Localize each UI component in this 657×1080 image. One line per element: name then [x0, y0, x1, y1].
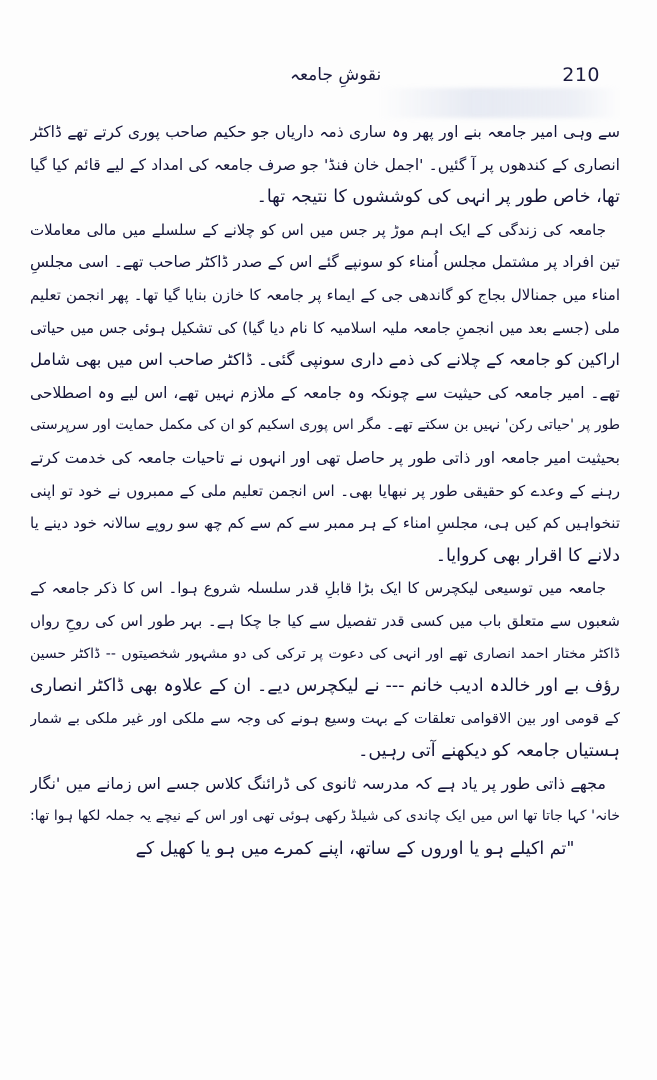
text-line: سے وہی امیر جامعہ بنے اور پھر وہ ساری ذمہ داریاں جو حکیم صاحب پوری کرتے تھے ڈاکٹر	[30, 123, 620, 141]
text-line: جامعہ میں توسیعی لیکچرس کا ایک بڑا قابلِ قدر سلسلہ شروع ہوا۔ اس کا ذکر جامعہ کے	[30, 579, 606, 598]
text-line: مجھے ذاتی طور پر یاد ہے کہ مدرسہ ثانوی کی ڈرائنگ کلاس جسے اس زمانے میں 'نگار	[30, 773, 606, 793]
text-line: رؤف بے اور خالدہ ادیب خانم --- نے لیکچرس دیے۔ ان کے علاوہ بھی ڈاکٹر انصاری	[30, 676, 620, 697]
running-title: نقوشِ جامعہ	[290, 65, 382, 85]
text-line: رہنے کے وعدے کو حقیقی طور پر نبھایا بھی۔ اس انجمن تعلیم ملی کے ممبروں نے خود تو اپنی	[30, 481, 620, 500]
text-line: طور پر 'حیاتی رکن' نہیں بن سکتے تھے۔ مگر اس پوری اسکیم کو ان کی مکمل حمایت اور سرپرستی	[30, 417, 620, 434]
text-line: بحیثیت امیر جامعہ اور ذاتی طور پر حاصل تھی اور انہوں نے تاحیات جامعہ کی خدمت کرتے	[30, 448, 620, 467]
text-line: انصاری کے کندھوں پر آ گئیں۔ 'اجمل خان فنڈ' جو صرف جامعہ کی امداد کے لیے قائم کیا گیا	[30, 155, 620, 174]
text-line: تھے۔ امیر جامعہ کی حیثیت سے چونکہ وہ جامعہ کے ملازم نہیں تھے، اس لیے وہ اصطلاحی	[30, 383, 620, 402]
body-text	[30, 116, 620, 866]
text-line: خانہ' کہا جاتا تھا اس میں ایک چاندی کی شیلڈ رکھی ہوئی تھی اور اس کے نیچے یہ جملہ لکھا ہوا تھا:	[30, 808, 620, 825]
text-line: کے قومی اور بین الاقوامی تعلقات کے بہت وسیع ہونے کی وجہ سے ملکی اور غیر ملکی بے شمار	[30, 710, 620, 727]
page-number: 210	[562, 64, 600, 86]
text-line: امناء میں جمنالال بجاج کو گاندھی جی کے ایماء پر جامعہ کا خازن بنایا گیا تھا۔ پھر انجمن تعلیم	[30, 285, 620, 304]
page-header	[40, 64, 600, 94]
text-line: جامعہ کی زندگی کے ایک اہم موڑ پر جس میں اس کو چلانے کے سلسلے میں مالی معاملات	[30, 220, 606, 239]
text-line: تھا، خاص طور پر انہی کی کوششوں کا نتیجہ تھا۔	[256, 187, 620, 208]
text-line: ڈاکٹر مختار احمد انصاری تھے اور انہی کی دعوت پر ترکی کی دو مشہور شخصیتوں -- ڈاکٹر حسین	[30, 645, 620, 662]
text-line: دلانے کا اقرار بھی کروایا۔	[435, 545, 620, 566]
text-line: تین افراد پر مشتمل مجلس اُمناء کو سونپے گئے اس کے صدر ڈاکٹر صاحب تھے۔ اسی مجلسِ	[30, 253, 620, 272]
text-line: شعبوں سے متعلق باب میں کسی قدر تفصیل سے کیا جا چکا ہے۔ بہر طور اس کی روحِ رواں	[30, 611, 620, 630]
text-line: ملی (جسے بعد میں انجمنِ جامعہ ملیہ اسلامیہ کا نام دیا گیا) کی تشکیل ہوئی جس میں حیاتی	[30, 318, 620, 337]
text-line: تنخواہیں کم کیں ہی، مجلسِ امناء کے ہر ممبر سے کم سے کم چھ سو روپے سالانہ خود دینے یا	[30, 514, 620, 533]
quote-line: "تم اکیلے ہو یا اوروں کے ساتھ، اپنے کمرے میں ہو یا کھیل کے	[135, 839, 575, 860]
text-line: ہستیاں جامعہ کو دیکھنے آتی رہیں۔	[358, 741, 620, 762]
text-line: اراکین کو جامعہ کے چلانے کی ذمے داری سونپی گئی۔ ڈاکٹر صاحب اس میں بھی شامل	[30, 350, 620, 370]
